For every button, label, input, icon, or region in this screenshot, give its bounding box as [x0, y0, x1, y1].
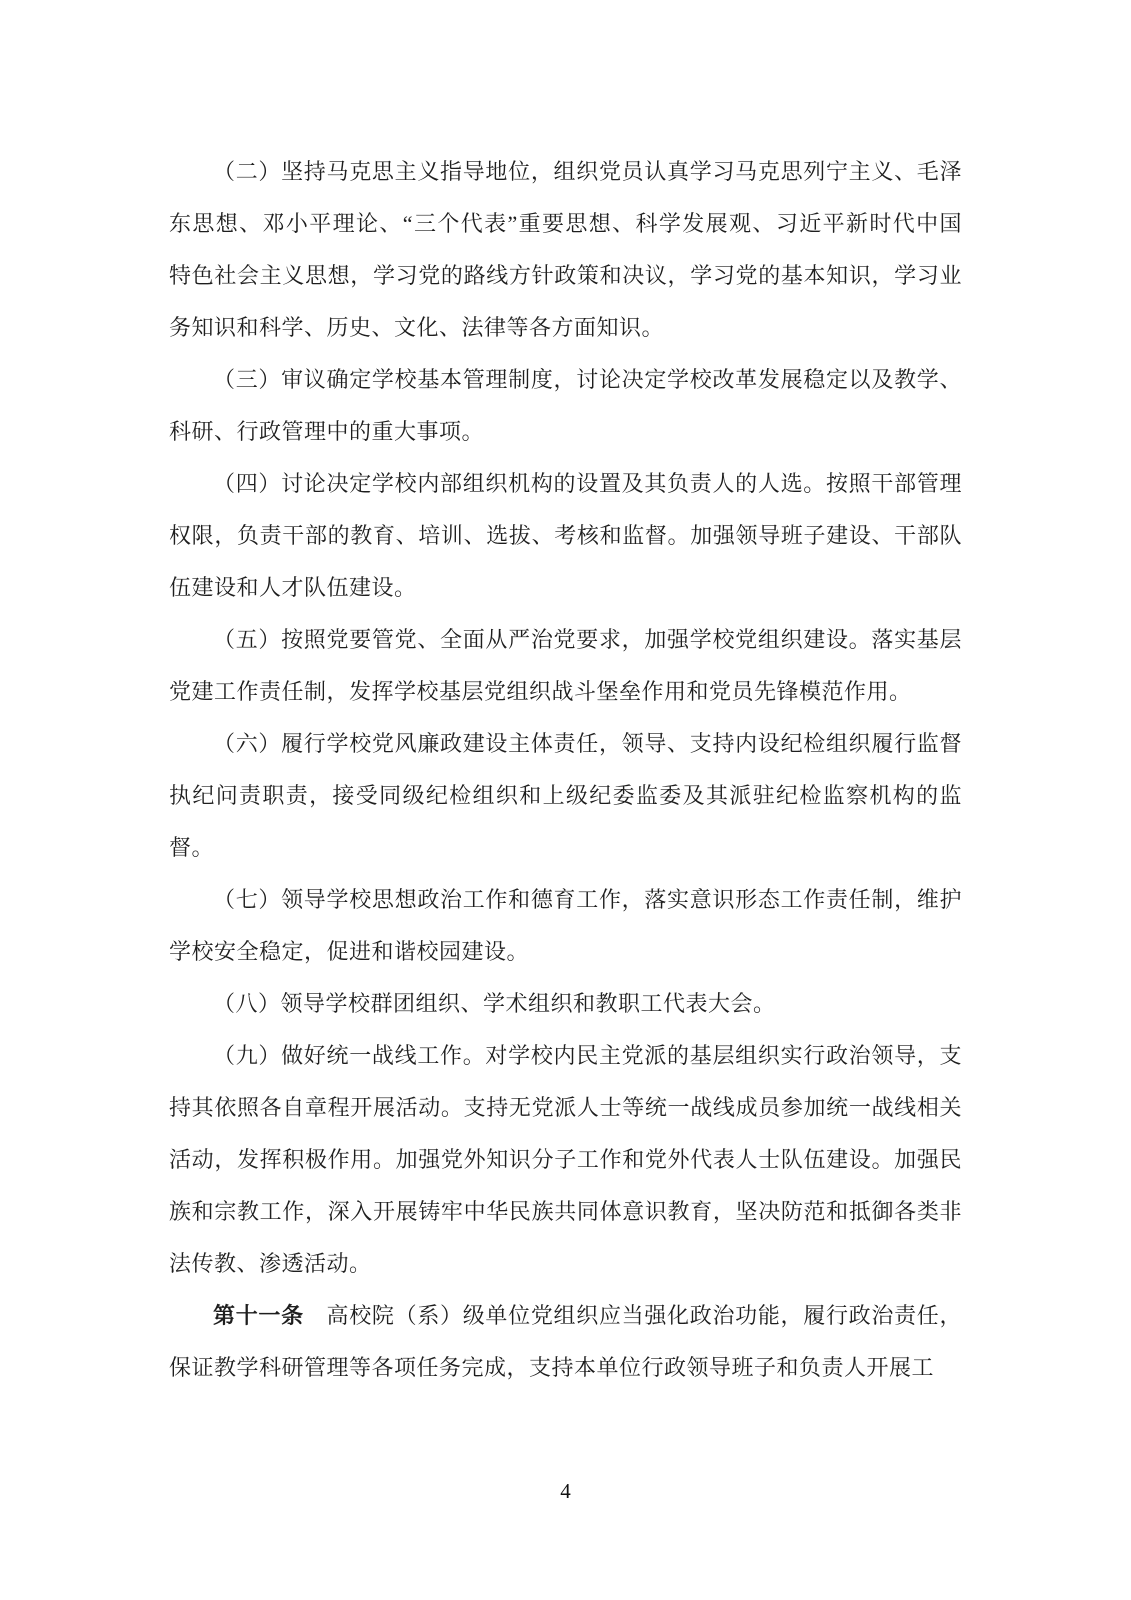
article-number-bold: 第十一条	[213, 1303, 304, 1328]
text-line: 学校安全稳定，促进和谐校园建设。	[169, 939, 530, 964]
text-line: （八）领导学校群团组织、学术组织和教职工代表大会。	[213, 991, 776, 1016]
text-line: 东思想、邓小平理论、“三个代表”重要思想、科学发展观、习近平新时代中国	[169, 211, 962, 236]
text-line: 执纪问责职责，接受同级纪检组织和上级纪委监委及其派驻纪检监察机构的监	[169, 783, 962, 808]
paragraph-clause-5	[169, 614, 962, 718]
paragraph-clause-6	[169, 718, 962, 874]
text-line: （六）履行学校党风廉政建设主体责任，领导、支持内设纪检组织履行监督	[213, 731, 962, 756]
paragraph-article-11	[169, 1290, 962, 1394]
text-line: （七）领导学校思想政治工作和德育工作，落实意识形态工作责任制，维护	[213, 887, 962, 912]
text-line: 伍建设和人才队伍建设。	[169, 575, 417, 600]
text-line: 族和宗教工作，深入开展铸牢中华民族共同体意识教育，坚决防范和抵御各类非	[169, 1199, 962, 1224]
text-line: 持其依照各自章程开展活动。支持无党派人士等统一战线成员参加统一战线相关	[169, 1095, 962, 1120]
text-line: 保证教学科研管理等各项任务完成，支持本单位行政领导班子和负责人开展工	[169, 1355, 935, 1380]
document-body	[169, 146, 962, 1394]
paragraph-clause-9	[169, 1030, 962, 1290]
page-number: 4	[560, 1479, 571, 1503]
text-line	[169, 1290, 962, 1342]
text-line: 督。	[169, 835, 215, 860]
paragraph-clause-3	[169, 354, 962, 458]
text-line: （三）审议确定学校基本管理制度，讨论决定学校改革发展稳定以及教学、	[213, 367, 962, 392]
paragraph-clause-2	[169, 146, 962, 354]
paragraph-clause-7	[169, 874, 962, 978]
text-run: 高校院（系）级单位党组织应当强化政治功能，履行政治责任，	[303, 1303, 962, 1328]
paragraph-clause-4	[169, 458, 962, 614]
text-line: （五）按照党要管党、全面从严治党要求，加强学校党组织建设。落实基层	[213, 627, 962, 652]
text-line: 活动，发挥积极作用。加强党外知识分子工作和党外代表人士队伍建设。加强民	[169, 1147, 962, 1172]
text-line: 务知识和科学、历史、文化、法律等各方面知识。	[169, 315, 665, 340]
text-line: 科研、行政管理中的重大事项。	[169, 419, 485, 444]
text-line: 特色社会主义思想，学习党的路线方针政策和决议，学习党的基本知识，学习业	[169, 263, 962, 288]
text-line: 法传教、渗透活动。	[169, 1251, 372, 1276]
text-line: （四）讨论决定学校内部组织机构的设置及其负责人的人选。按照干部管理	[213, 471, 962, 496]
text-line: （二）坚持马克思主义指导地位，组织党员认真学习马克思列宁主义、毛泽	[213, 159, 962, 184]
text-line: 党建工作责任制，发挥学校基层党组织战斗堡垒作用和党员先锋模范作用。	[169, 679, 912, 704]
paragraph-clause-8	[169, 978, 962, 1030]
text-line: （九）做好统一战线工作。对学校内民主党派的基层组织实行政治领导，支	[213, 1043, 962, 1068]
text-line: 权限，负责干部的教育、培训、选拔、考核和监督。加强领导班子建设、干部队	[169, 523, 962, 548]
